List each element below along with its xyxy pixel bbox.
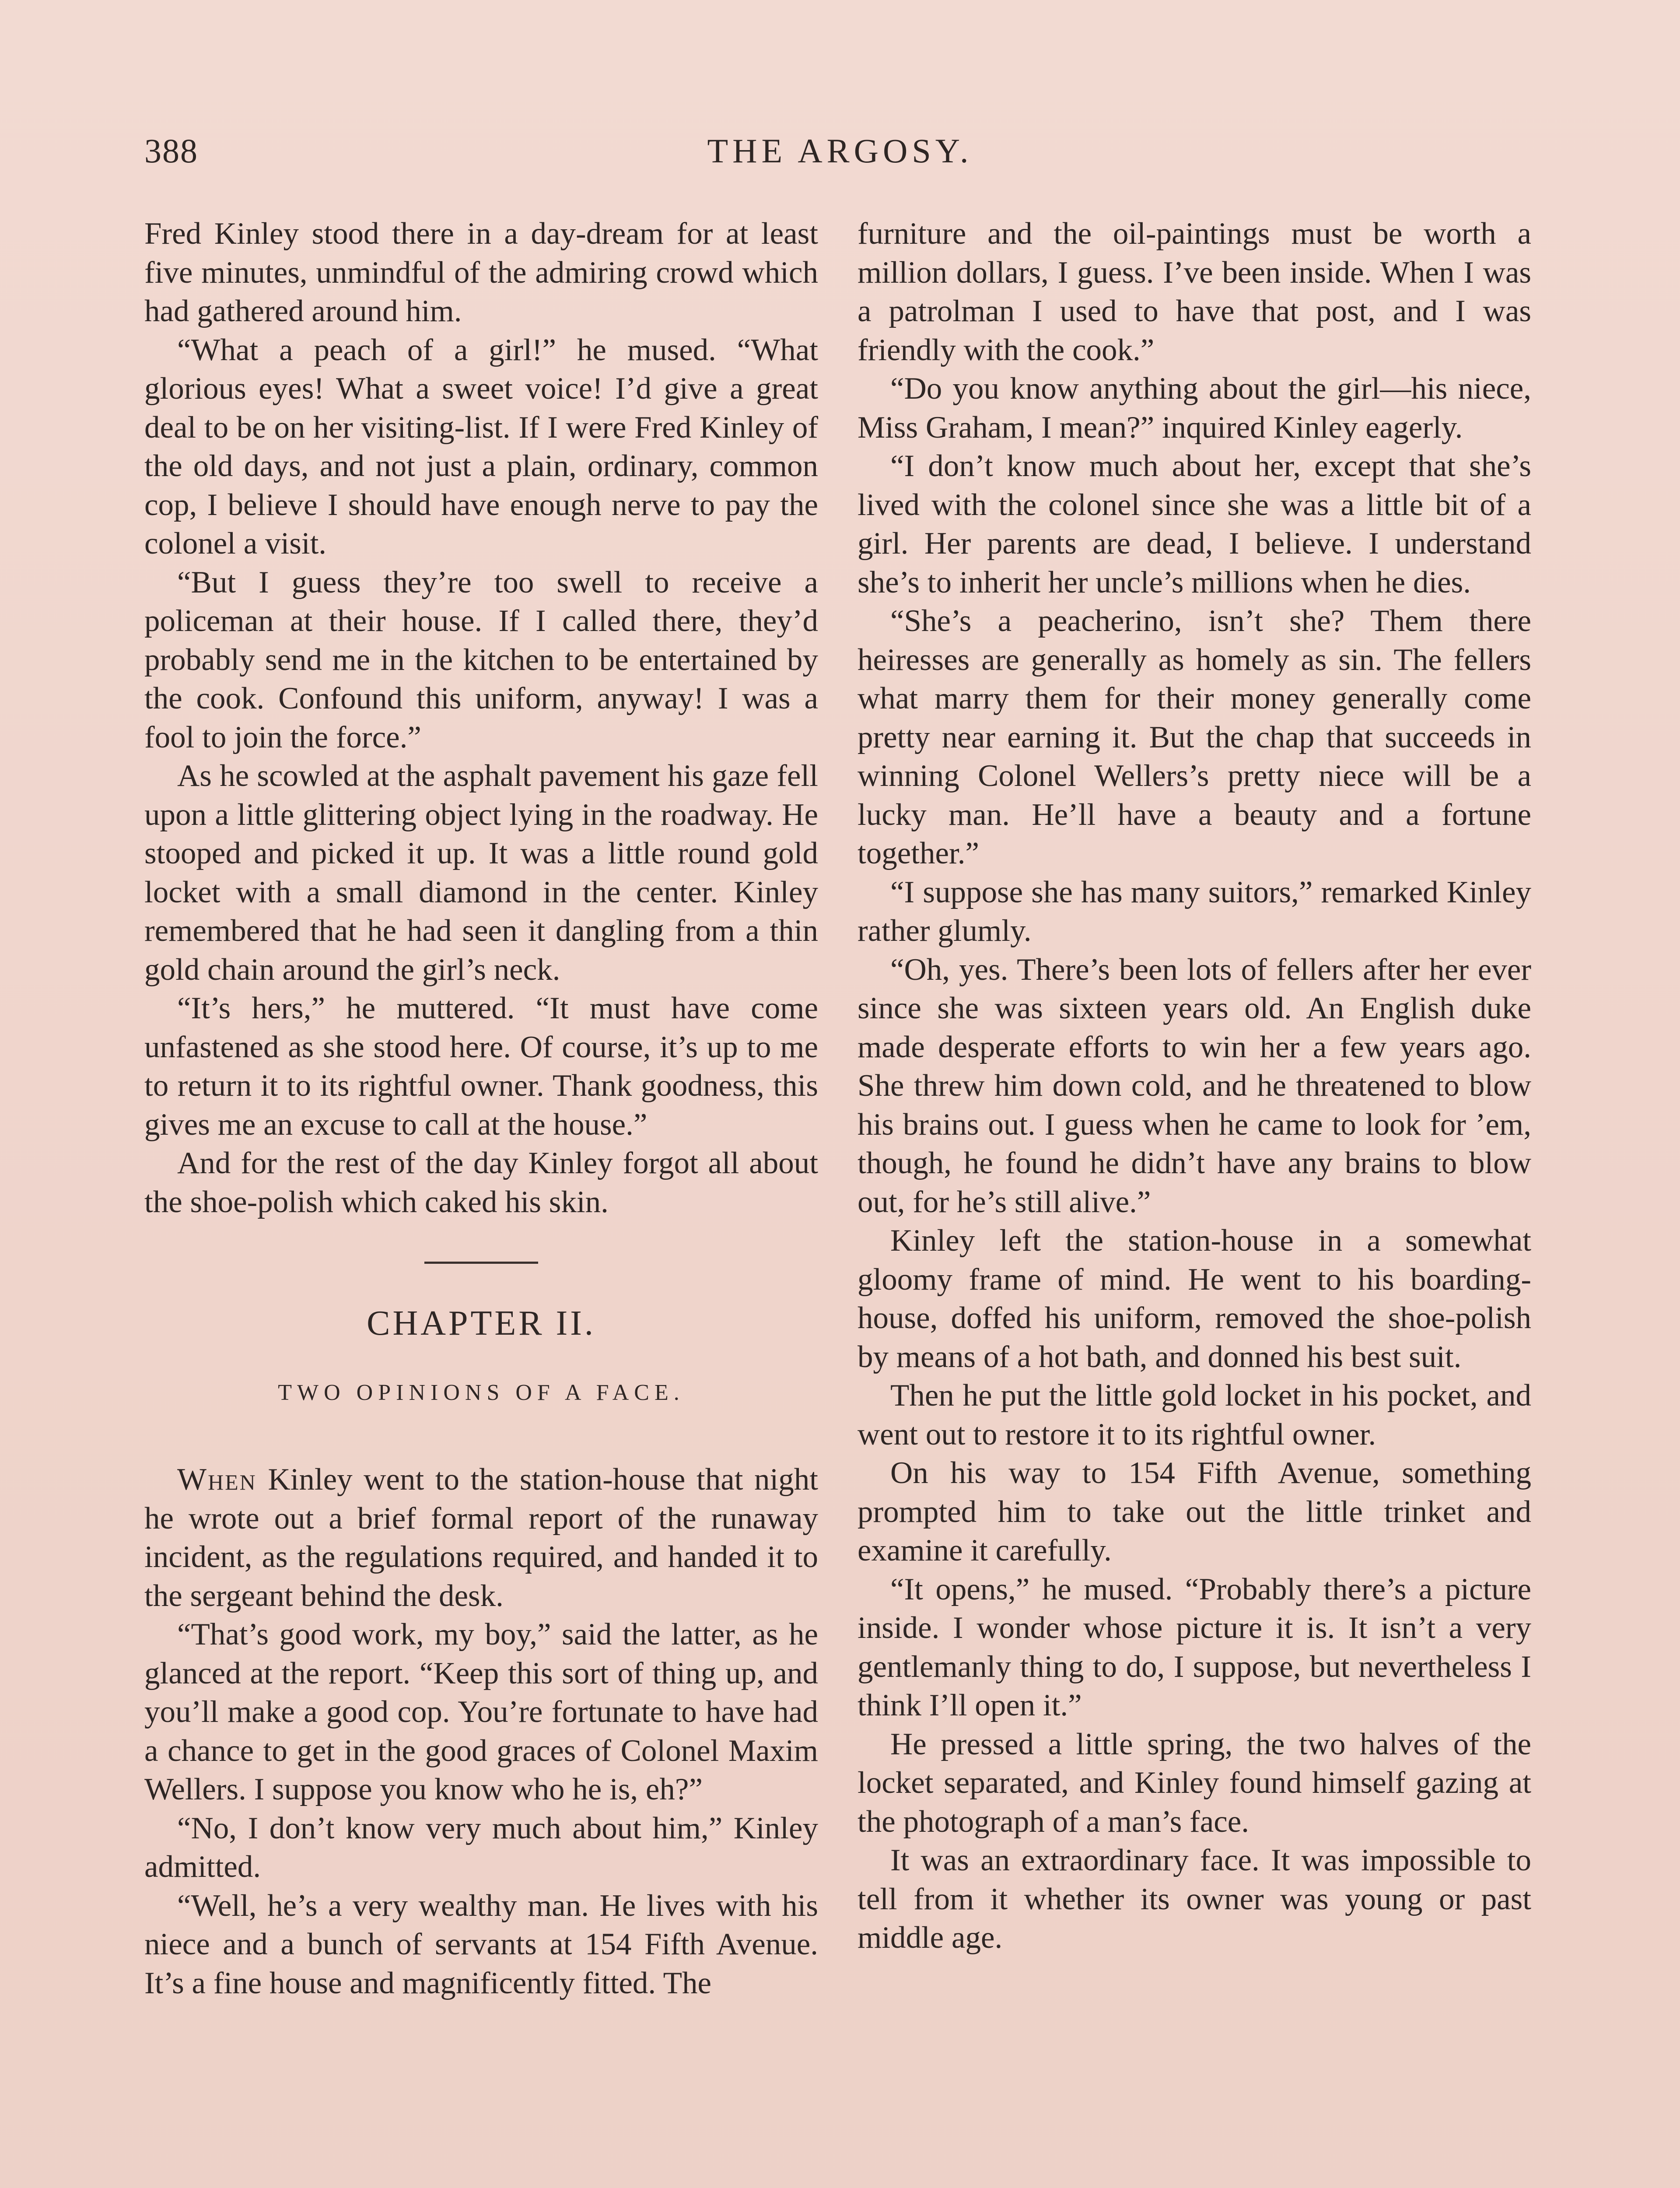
drop-word: When <box>177 1462 257 1497</box>
paragraph: “It opens,” he mused. “Probably there’s a picture inside. I wonder whose picture it is. It isn’t a very gentlemanly thing to do, I suppose, but nevertheless I think I’ll open it.” <box>858 1572 1531 1722</box>
paragraph: “I suppose she has many suitors,” remarked Kinley rather glumly. <box>858 875 1531 948</box>
paragraph: And for the rest of the day Kinley forgot all about the shoe-polish which caked his skin. <box>144 1146 818 1219</box>
paragraph: “What a peach of a girl!” he mused. “What glorious eyes! What a sweet voice! I’d give a great deal to be on her visiting-list. If I were Fred Kinley of the old days, and not just a plain, ordinary, common cop, I believe I should have enough nerve to pay the colonel a visit. <box>144 333 818 561</box>
paragraph: Then he put the little gold locket in his pocket, and went out to restore it to its rightful owner. <box>858 1378 1531 1452</box>
paragraph: Fred Kinley stood there in a day-dream for at least five minutes, unmindful of the admiring crowd which had gathered around him. <box>144 217 818 328</box>
paragraph: It was an extraordinary face. It was impossible to tell from it whether its owner was young or past middle age. <box>858 1843 1531 1955</box>
chapter-subtitle: TWO OPINIONS OF A FACE. <box>278 1380 685 1405</box>
paragraph: He pressed a little spring, the two halves of the locket separated, and Kinley found himself gazing at the photograph of a man’s face. <box>858 1727 1531 1839</box>
paragraph: “No, I don’t know very much about him,” Kinley admitted. <box>144 1811 818 1884</box>
opening-text: Kinley went to the station-house that night he wrote out a brief formal report of the runaway incident, as the regulations required, and handed it to the sergeant behind the desk. <box>144 1462 818 1613</box>
paragraph: “It’s hers,” he muttered. “It must have come unfastened as she stood here. Of course, it’s up to me to return it to its rightful owner. Thank goodness, this gives me an excuse to call at the house.” <box>144 991 818 1142</box>
paragraph: As he scowled at the asphalt pavement his gaze fell upon a little glittering object lying in the roadway. He stooped and picked it up. It was a little round gold locket with a small diamond in the center. Kinley remembered that he had seen it dangling from a thin gold chain around the girl’s neck. <box>144 759 818 987</box>
paragraph: “That’s good work, my boy,” said the latter, as he glanced at the report. “Keep this sort of thing up, and you’ll make a good cop. You’re fortunate to have had a chance to get in the good graces of Colonel Maxim Wellers. I suppose you know who he is, eh?” <box>144 1617 818 1806</box>
running-title: THE ARGOSY. <box>707 132 973 170</box>
paragraph: “Oh, yes. There’s been lots of fellers after her ever since she was sixteen years old. An English duke made desperate efforts to win her a few years ago. She threw him down cold, and he threatened to blow his brains out. I guess when he came to look for ’em, though, he found he didn’t have any brains to blow out, for he’s still alive.” <box>858 952 1531 1219</box>
paragraph: “She’s a peacherino, isn’t she? Them there heiresses are generally as homely as sin. The fellers what marry them for their money generally come pretty near earning it. But the chap that succeeds in winning Colonel Wellers’s pretty niece will be a lucky man. He’ll have a beauty and a fortune together.” <box>858 604 1531 870</box>
left-column <box>144 214 818 2002</box>
chapter-opening-paragraph <box>144 1460 818 1615</box>
page-header <box>144 131 1536 179</box>
right-column <box>858 214 1531 1957</box>
page-number: 388 <box>144 132 198 170</box>
paragraph: “I don’t know much about her, except that she’s lived with the colonel since she was a little bit of a girl. Her parents are dead, I believe. I understand she’s to inherit her uncle’s millions when he dies. <box>858 449 1531 600</box>
chapter-title: CHAPTER II. <box>367 1304 596 1343</box>
section-divider <box>424 1262 538 1264</box>
paragraph: On his way to 154 Fifth Avenue, something prompted him to take out the little trinket and examine it carefully. <box>858 1456 1531 1567</box>
paragraph: furniture and the oil-paintings must be worth a million dollars, I guess. I’ve been inside. When I was a patrolman I used to have that post, and I was friendly with the cook.” <box>858 217 1531 367</box>
paragraph: “Do you know anything about the girl—his niece, Miss Graham, I mean?” inquired Kinley eagerly. <box>858 372 1531 445</box>
paragraph: “But I guess they’re too swell to receive a policeman at their house. If I called there, they’d probably send me in the kitchen to be entertained by the cook. Confound this uniform, anyway! I was a fool to join the force.” <box>144 565 818 754</box>
paragraph: Kinley left the station-house in a somewhat gloomy frame of mind. He went to his boarding-house, doffed his uniform, removed the shoe-polish by means of a hot bath, and donned his best suit. <box>858 1224 1531 1374</box>
paragraph: “Well, he’s a very wealthy man. He lives with his niece and a bunch of servants at 154 Fifth Avenue. It’s a fine house and magnificently fitted. The <box>144 1888 818 2000</box>
